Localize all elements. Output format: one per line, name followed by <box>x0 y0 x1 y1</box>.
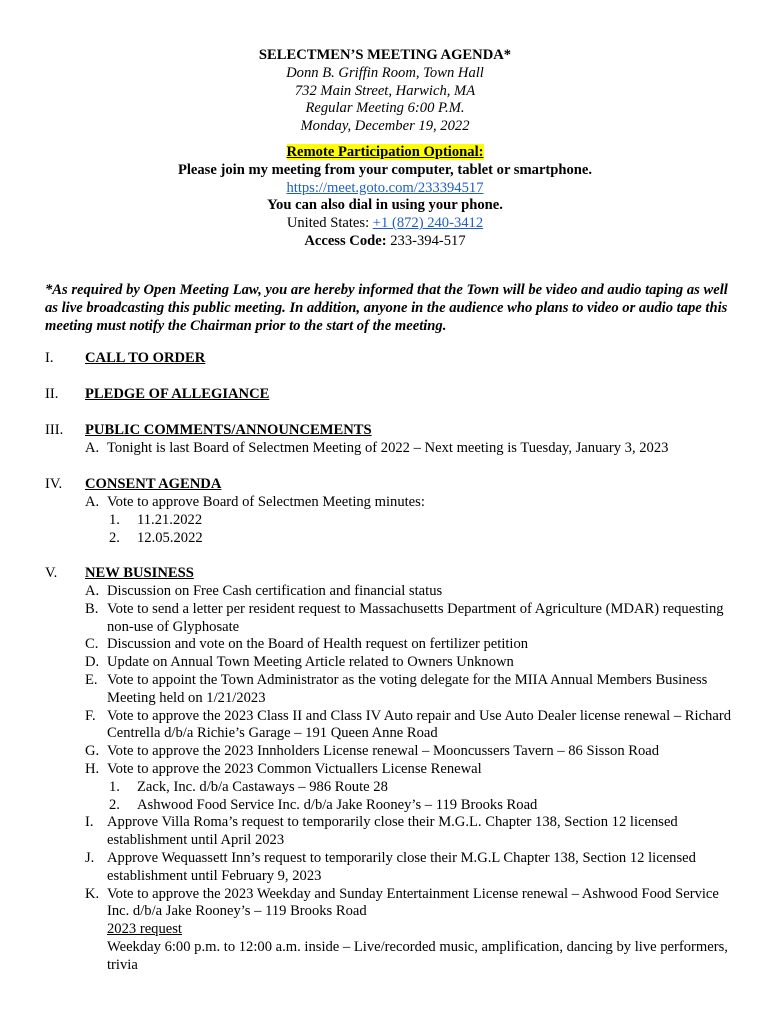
list-item: A. Tonight is last Board of Selectmen Meeting of 2022 – Next meeting is Tuesday, January 3, 2023 <box>85 440 669 456</box>
request-text: Weekday 6:00 p.m. to 12:00 a.m. inside – Live/recorded music, amplification, dancing by live performers, trivia <box>107 938 728 973</box>
list-item: C. Discussion and vote on the Board of Health request on fertilizer petition <box>85 636 529 653</box>
list-item: A. Vote to approve Board of Selectmen Meeting minutes: <box>85 494 425 510</box>
meeting-room: Donn B. Griffin Room, Town Hall <box>286 64 484 81</box>
sub-list-item: 2. 12.05.2022 <box>109 529 203 546</box>
access-line <box>0 233 770 251</box>
list-item: B. Vote to send a letter per resident request to Massachusetts Department of Agriculture (MDAR) requesting non-use of Glyphosate <box>85 600 724 635</box>
list-item: H. Vote to approve the 2023 Common Victuallers License Renewal <box>85 760 482 777</box>
agenda-title: SELECTMEN’S MEETING AGENDA* <box>258 47 512 63</box>
access-code: 233-394-517 <box>386 232 466 249</box>
remote-heading: Remote Participation Optional: <box>286 143 484 160</box>
section-title: PLEDGE OF ALLEGIANCE <box>85 386 270 402</box>
list-item: D. Update on Annual Town Meeting Article related to Owners Unknown <box>85 654 514 671</box>
join-link[interactable]: https://meet.goto.com/233394517 <box>286 179 484 196</box>
list-item: K. Vote to approve the 2023 Weekday and Sunday Entertainment License renewal – Ashwood Food Service Inc. d/b/a Jake Rooney’s – 119 Brooks Road <box>85 885 719 920</box>
list-item: E. Vote to appoint the Town Administrator as the voting delegate for the MIIA Annual Members Business Meeting held on 1/21/2023 <box>85 671 708 706</box>
request-label: 2023 request <box>107 921 182 938</box>
phone-line <box>0 215 770 233</box>
join-link-line <box>0 180 770 198</box>
phone-link[interactable]: +1 (872) 240-3412 <box>372 215 484 232</box>
agenda-header <box>0 47 770 251</box>
sub-list-item: 2. Ashwood Food Service Inc. d/b/a Jake Rooney’s – 119 Brooks Road <box>109 796 538 813</box>
phone-prefix: United States: <box>286 215 373 232</box>
section-title: PUBLIC COMMENTS/ANNOUNCEMENTS <box>85 422 372 438</box>
meeting-time: Regular Meeting 6:00 P.M. <box>305 100 465 117</box>
list-item: A. Discussion on Free Cash certification and financial status <box>85 583 443 599</box>
sub-list-item: 1. Zack, Inc. d/b/a Castaways – 986 Route 28 <box>109 778 388 795</box>
section-title: CONSENT AGENDA <box>85 476 222 492</box>
list-item: J. Approve Wequassett Inn’s request to temporarily close their M.G.L Chapter 138, Section 12 licensed establishment until February 9, 2023 <box>85 849 696 884</box>
list-item: G. Vote to approve the 2023 Innholders License renewal – Mooncussers Tavern – 86 Sisson Road <box>85 743 660 760</box>
section-number: II. <box>45 386 59 402</box>
dial-text: You can also dial in using your phone. <box>267 197 503 214</box>
list-item: F. Vote to approve the 2023 Class II and Class IV Auto repair and Use Auto Dealer license renewal – Richard Centrella d/b/a Richie’s Garage – 191 Queen Anne Road <box>85 707 731 742</box>
join-text: Please join my meeting from your computer, tablet or smartphone. <box>177 161 593 178</box>
sub-list-item: 1. 11.21.2022 <box>109 511 203 528</box>
section-number: III. <box>45 422 64 438</box>
section-title: NEW BUSINESS <box>85 565 194 581</box>
meeting-date: Monday, December 19, 2022 <box>300 118 470 135</box>
section-number: I. <box>45 350 54 366</box>
meeting-address: 732 Main Street, Harwich, MA <box>294 82 476 99</box>
section-title: CALL TO ORDER <box>85 350 206 366</box>
list-item: I. Approve Villa Roma’s request to temporarily close their M.G.L. Chapter 138, Section 12 licensed establishment until April 2023 <box>85 814 678 849</box>
access-label: Access Code: <box>304 232 387 249</box>
section-number: V. <box>45 565 58 581</box>
open-meeting-notice: *As required by Open Meeting Law, you are hereby informed that the Town will be video and audio taping as well as live broadcasting this public meeting. In addition, anyone in the audience who plans to video or audio tape this meeting must notify the Chairman prior to the start of the meeting. <box>45 282 728 334</box>
section-number: IV. <box>45 476 63 492</box>
